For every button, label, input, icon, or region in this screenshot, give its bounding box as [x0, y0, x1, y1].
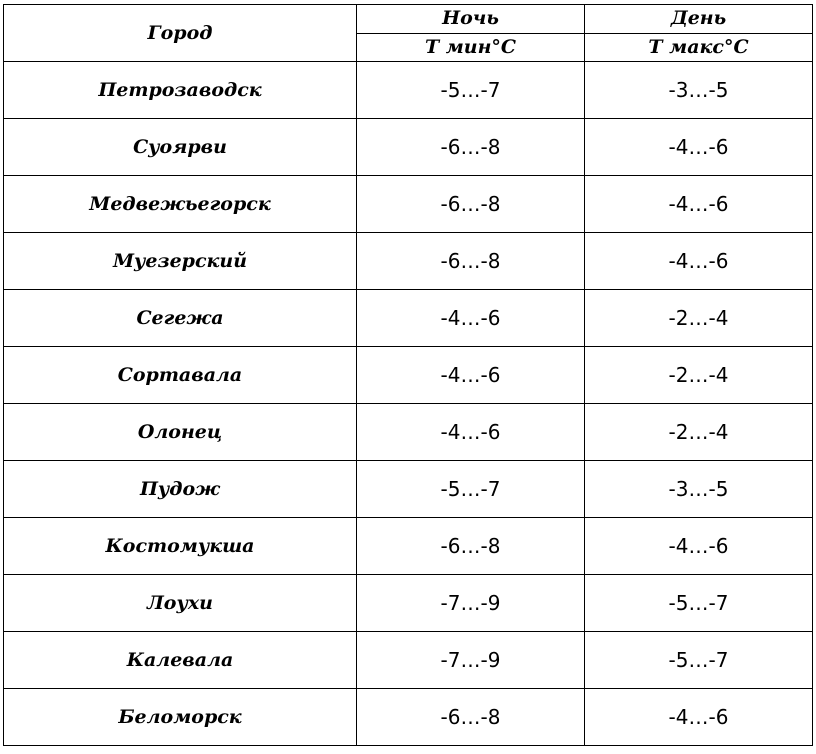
- day-temp-cell: -4…-6: [585, 233, 813, 290]
- table-row: [4, 461, 813, 518]
- header-night: Ночь: [357, 5, 585, 34]
- city-name-cell: Медвежьегорск: [4, 176, 357, 233]
- day-temp-cell: -3…-5: [585, 62, 813, 119]
- table-row: [4, 632, 813, 689]
- day-temp-cell: -3…-5: [585, 461, 813, 518]
- night-temp-cell: -5…-7: [357, 62, 585, 119]
- city-name-cell: Калевала: [4, 632, 357, 689]
- forecast-table: [3, 4, 813, 746]
- header-day-max-temp: Т макс°С: [585, 33, 813, 62]
- night-temp-cell: -7…-9: [357, 632, 585, 689]
- night-temp-cell: -4…-6: [357, 290, 585, 347]
- table-row: [4, 176, 813, 233]
- city-name-cell: Петрозаводск: [4, 62, 357, 119]
- header-day: День: [585, 5, 813, 34]
- day-temp-cell: -2…-4: [585, 347, 813, 404]
- city-name-cell: Костомукша: [4, 518, 357, 575]
- table-header: [4, 5, 813, 62]
- city-name-cell: Суоярви: [4, 119, 357, 176]
- night-temp-cell: -4…-6: [357, 404, 585, 461]
- day-temp-cell: -4…-6: [585, 176, 813, 233]
- table-body: [4, 62, 813, 746]
- table-row: [4, 575, 813, 632]
- table-row: [4, 62, 813, 119]
- table-row: [4, 404, 813, 461]
- day-temp-cell: -4…-6: [585, 518, 813, 575]
- table-row: [4, 689, 813, 746]
- night-temp-cell: -6…-8: [357, 119, 585, 176]
- header-city: Город: [4, 5, 357, 62]
- night-temp-cell: -5…-7: [357, 461, 585, 518]
- table-row: [4, 233, 813, 290]
- city-name-cell: Муезерский: [4, 233, 357, 290]
- city-name-cell: Лоухи: [4, 575, 357, 632]
- city-name-cell: Пудож: [4, 461, 357, 518]
- night-temp-cell: -6…-8: [357, 233, 585, 290]
- day-temp-cell: -2…-4: [585, 404, 813, 461]
- day-temp-cell: -4…-6: [585, 689, 813, 746]
- table-row: [4, 347, 813, 404]
- night-temp-cell: -6…-8: [357, 176, 585, 233]
- table-row: [4, 119, 813, 176]
- night-temp-cell: -6…-8: [357, 689, 585, 746]
- header-row-top: [4, 5, 813, 34]
- day-temp-cell: -4…-6: [585, 119, 813, 176]
- day-temp-cell: -5…-7: [585, 632, 813, 689]
- city-name-cell: Олонец: [4, 404, 357, 461]
- night-temp-cell: -4…-6: [357, 347, 585, 404]
- day-temp-cell: -2…-4: [585, 290, 813, 347]
- table-row: [4, 290, 813, 347]
- night-temp-cell: -6…-8: [357, 518, 585, 575]
- day-temp-cell: -5…-7: [585, 575, 813, 632]
- city-name-cell: Беломорск: [4, 689, 357, 746]
- night-temp-cell: -7…-9: [357, 575, 585, 632]
- header-night-min-temp: Т мин°С: [357, 33, 585, 62]
- city-name-cell: Сегежа: [4, 290, 357, 347]
- table-row: [4, 518, 813, 575]
- city-name-cell: Сортавала: [4, 347, 357, 404]
